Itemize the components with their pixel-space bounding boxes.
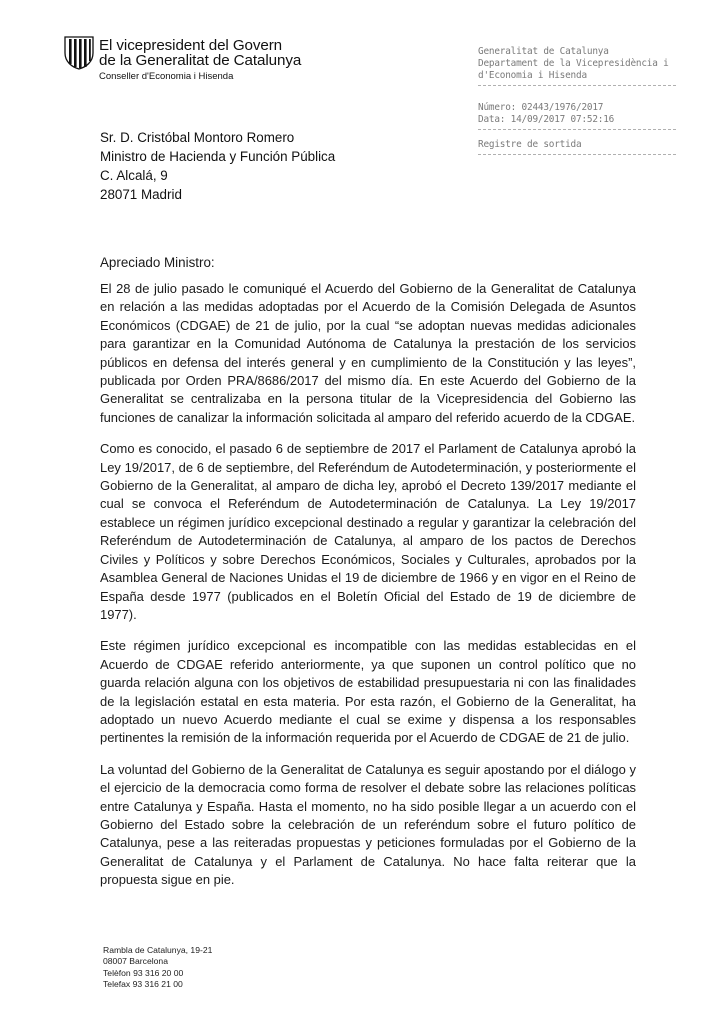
footer-street: Rambla de Catalunya, 19-21	[103, 945, 213, 955]
addressee-block	[100, 128, 335, 204]
addressee-position: Ministro de Hacienda y Función Pública	[100, 149, 336, 164]
body-paragraph: Este régimen jurídico excepcional es incompatible con las medidas establecidas en el Acuerdo de CDGAE referido anteriormente, ya que suponen un control político que no guarda relación alguna con los objetivos de estabilidad presupuestaria ni con las finalidades de la legislación estatal en esta materia. Por esta razón, el Gobierno de la Generalitat, ha adoptado un nuevo Acuerdo mediante el cual se exime y dispensa a los responsables pertinentes la remisión de la información requerida por el Acuerdo de CDGAE de 21 de julio.	[100, 638, 636, 746]
stamp-divider	[478, 85, 676, 86]
footer-phone: Telèfon 93 316 20 00	[103, 967, 184, 978]
letterhead-title-line2: de la Generalitat de Catalunya	[99, 52, 302, 69]
letterhead-title: El vicepresident del Govern	[99, 37, 283, 54]
body-paragraph: La voluntad del Gobierno de la Generalitat de Catalunya es seguir apostando por el diálogo y el ejercicio de la democracia como forma de resolver el debate sobre las relaciones políticas entre Catalunya y España. Hasta el momento, no ha sido posible llegar a un acuerdo con el Gobierno del Estado sobre la celebración de un referéndum sobre el futuro político de Catalunya, pese a las reiteradas propuestas y peticiones formuladas por el Gobierno de la Generalitat de Catalunya y el Parlament de Catalunya. No hace falta reiterar que la propuesta sigue en pie.	[100, 761, 636, 888]
senyera-shield-icon	[64, 36, 94, 70]
addressee-name: Sr. D. Cristóbal Montoro Romero	[100, 130, 295, 145]
stamp-divider	[478, 129, 676, 130]
addressee-street: C. Alcalá, 9	[100, 168, 168, 183]
addressee-city: 28071 Madrid	[100, 187, 182, 202]
letterhead-subtitle: Conseller d'Economia i Hisenda	[99, 71, 234, 82]
body-paragraph: El 28 de julio pasado le comuniqué el Acuerdo del Gobierno de la Generalitat de Catalunya en relación a las medidas adoptadas por el Acuerdo de la Comisión Delegada de Asuntos Económicos (CDGAE) de 21 de julio, por la cual “se adoptan nuevas medidas adicionales para garantizar en la Comunidad Autónoma de Catalunya la prestación de los servicios públicos en defensa del interés general y en cumplimiento de la Constitución y las leyes”, publicada por Orden PRA/8686/2017 del mismo día. En este Acuerdo del Gobierno de la Generalitat se centralizaba en la persona titular de la Vicepresidencia del Gobierno las funciones de canalizar la información solicitada al amparo del referido acuerdo de la CDGAE.	[100, 281, 636, 425]
stamp-date: Data: 14/09/2017 07:52:16	[478, 114, 615, 125]
stamp-org-line3: d'Economia i Hisenda	[478, 70, 587, 81]
footer-fax: Telefax 93 316 21 00	[103, 978, 183, 989]
footer-postal: 08007 Barcelona	[103, 956, 168, 967]
stamp-divider	[478, 154, 676, 155]
stamp-registre: Registre de sortida	[478, 139, 582, 150]
registry-stamp	[478, 46, 676, 159]
footer-address	[103, 945, 212, 990]
stamp-org-line1: Generalitat de Catalunya	[478, 46, 609, 57]
body-paragraph: Como es conocido, el pasado 6 de septiembre de 2017 el Parlament de Catalunya aprobó la Ley 19/2017, de 6 de septiembre, del Referéndum de Autodeterminación, y posteriormente el Gobierno de la Generalitat, al amparo de dicha ley, aprobó el Decreto 139/2017 mediante el cual se convoca el Referéndum de Autodeterminación de Catalunya. La Ley 19/2017 establece un régimen jurídico excepcional destinado a regular y garantizar la celebración del Referéndum de Autodeterminación de Catalunya, al amparo de los pactos de Derechos Civiles y Políticos y sobre Derechos Económicos, Sociales y Culturales, aprobados por la Asamblea General de Naciones Unidas el 19 de diciembre de 1966 y en vigor en el Reino de España desde 1977 (publicados en el Boletín Oficial del Estado de 19 de diciembre de 1977).	[100, 441, 636, 622]
stamp-org-line2: Departament de la Vicepresidència i	[478, 58, 669, 69]
salutation: Apreciado Ministro:	[100, 255, 215, 270]
letterhead	[99, 38, 301, 83]
letter-body	[100, 280, 636, 903]
stamp-numero: Número: 02443/1976/2017	[478, 102, 604, 113]
